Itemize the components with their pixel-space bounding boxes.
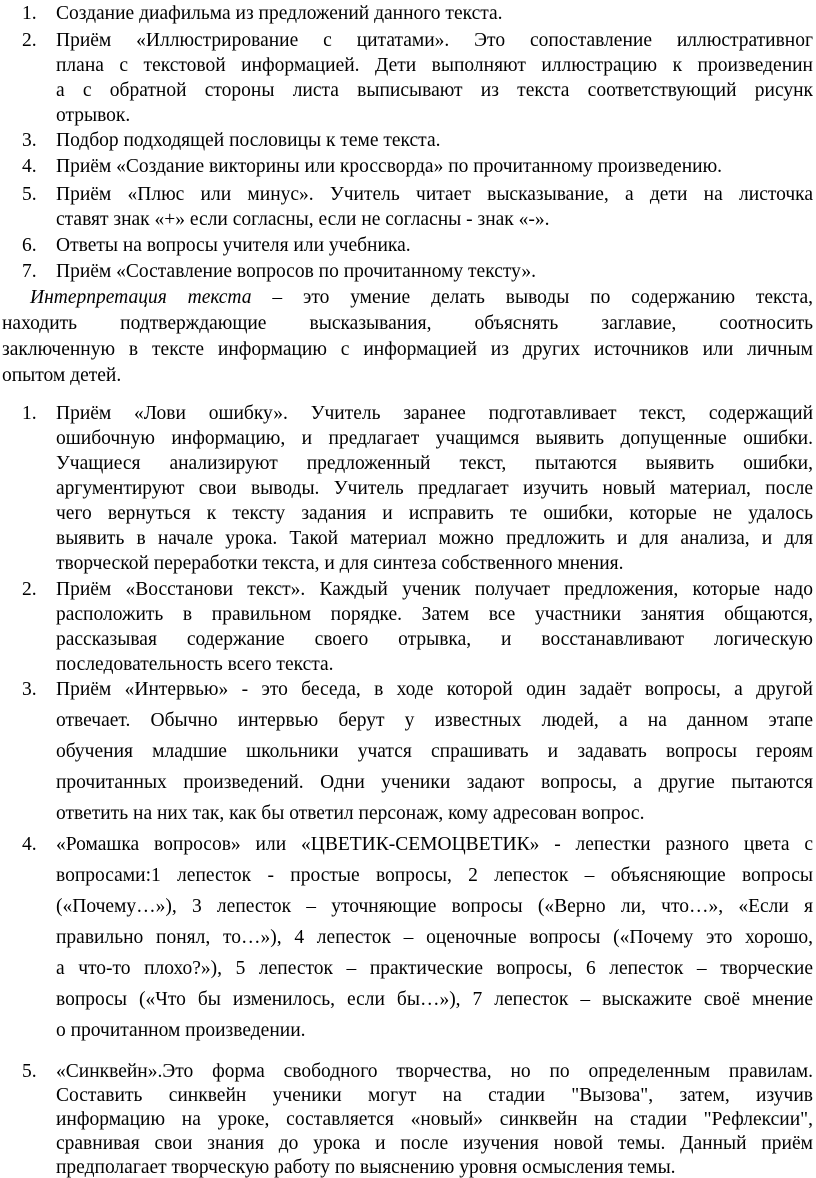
paragraph-line: находить подтверждающие высказывания, объяснять заглавие, соотносить — [2, 313, 813, 334]
list-item-text: Приём «Иллюстрирование с цитатами». Это сопоставление иллюстративног — [56, 30, 813, 51]
paragraph-text: – это умение делать выводы по содержанию текста, — [251, 287, 813, 308]
list-item-text: Подбор подходящей пословицы к теме текста. — [56, 130, 441, 151]
list-number: 4. — [22, 834, 37, 855]
paragraph-line — [30, 288, 813, 308]
list-number: 5. — [22, 184, 37, 205]
list-item-text: Составить синквейн ученики могут на стадии "Вызова", затем, изучив — [56, 1085, 813, 1106]
list-number: 6. — [22, 235, 37, 256]
list-item-text: Приём «Плюс или минус». Учитель читает высказывание, а дети на листочка — [56, 184, 813, 205]
list-item-text: последовательность всего текста. — [56, 654, 334, 675]
list-item-text: Ответы на вопросы учителя или учебника. — [56, 235, 411, 256]
list-item-text: вопросами:1 лепесток - простые вопросы, 2 лепесток – объясняющие вопросы — [56, 865, 813, 886]
list-number: 2. — [22, 579, 37, 600]
list-item-text: ставят знак «+» если согласны, если не согласны - знак «-». — [56, 209, 550, 230]
list-item-text: ошибочную информацию, и предлагает учащимся выявить допущенные ошибки. — [56, 428, 813, 449]
list-item-text: вопросы («Что бы изменилось, если бы…»), 7 лепесток – выскажите своё мнение — [56, 989, 813, 1010]
list-item-text: обучения младшие школьники учатся спрашивать и задавать вопросы героям — [56, 741, 813, 762]
term: Интерпретация текста — [30, 287, 252, 308]
list-item-text: предполагает творческую работу по выяснению уровня осмысления темы. — [56, 1157, 676, 1178]
list-item-text: («Почему…»), 3 лепесток – уточняющие вопросы («Верно ли, что…», «Если я — [56, 896, 813, 917]
list-item-text: отвечает. Обычно интервью берут у известных людей, а на данном этапе — [56, 710, 813, 731]
list-item-text: Приём «Восстанови текст». Каждый ученик получает предложения, которые надо — [56, 579, 813, 600]
list-item-text: Приём «Интервью» - это беседа, в ходе которой один задаёт вопросы, а другой — [56, 679, 813, 700]
list-item-text: рассказывая содержание своего отрывка, и восстанавливают логическую — [56, 629, 813, 650]
paragraph-line: заключенную в тексте информацию с информацией из других источников или личным — [2, 339, 813, 360]
list-number: 1. — [22, 403, 37, 424]
list-number: 3. — [22, 130, 37, 151]
list-item-text: плана с текстовой информацией. Дети выполняют иллюстрацию к произведенин — [56, 55, 813, 76]
list-item-text: Приём «Составление вопросов по прочитанному тексту». — [56, 261, 536, 282]
list-item-text: расположить в правильном порядке. Затем все участники занятия общаются, — [56, 604, 813, 625]
list-item-text: Учащиеся анализируют предложенный текст, пытаются выявить ошибки, — [56, 453, 813, 474]
list-item-text: о прочитанном произведении. — [56, 1020, 306, 1041]
list-item-text: ответить на них так, как бы ответил персонаж, кому адресован вопрос. — [56, 803, 645, 824]
list-item-text: аргументируют свои выводы. Учитель предлагает изучить новый материал, после — [56, 478, 813, 499]
list-item-text: а что-то плохо?»), 5 лепесток – практические вопросы, 6 лепесток – творческие — [56, 958, 813, 979]
paragraph-line: опытом детей. — [2, 365, 122, 386]
list-item-text: правильно понял, то…»), 4 лепесток – оценочные вопросы («Почему это хорошо, — [56, 927, 813, 948]
list-item-text: отрывок. — [56, 105, 131, 126]
list-number: 3. — [22, 679, 37, 700]
list-number: 5. — [22, 1061, 37, 1082]
list-item-text: а с обратной стороны листа выписывают из текста соответствующий рисунк — [56, 80, 813, 101]
list-number: 2. — [22, 30, 37, 51]
list-item-text: информацию на уроке, составляется «новый» синквейн на стадии "Рефлексии", — [56, 1109, 813, 1130]
list-number: 7. — [22, 261, 37, 282]
list-item-text: прочитанных произведений. Одни ученики задают вопросы, а другие пытаются — [56, 772, 813, 793]
list-item-text: «Синквейн».Это форма свободного творчества, но по определенным правилам. — [56, 1061, 813, 1082]
list-item-text: Приём «Создание викторины или кроссворда» по прочитанному произведению. — [56, 156, 723, 177]
list-number: 1. — [22, 3, 37, 24]
list-item-text: сравнивая свои знания до урока и после изучения новой темы. Данный приём — [56, 1133, 813, 1154]
list-item-text: творческой переработки текста, и для синтеза собственного мнения. — [56, 553, 624, 574]
list-number: 4. — [22, 156, 37, 177]
list-item-text: Приём «Лови ошибку». Учитель заранее подготавливает текст, содержащий — [56, 403, 813, 424]
list-item-text: «Ромашка вопросов» или «ЦВЕТИК-СЕМОЦВЕТИК» - лепестки разного цвета с — [56, 834, 813, 855]
list-item-text: выявить в начале урока. Такой материал можно предложить и для анализа, и для — [56, 528, 813, 549]
list-item-text: чего вернуться к тексту задания и исправить те ошибки, которые не удалось — [56, 503, 813, 524]
list-item-text: Создание диафильма из предложений данного текста. — [56, 3, 503, 24]
